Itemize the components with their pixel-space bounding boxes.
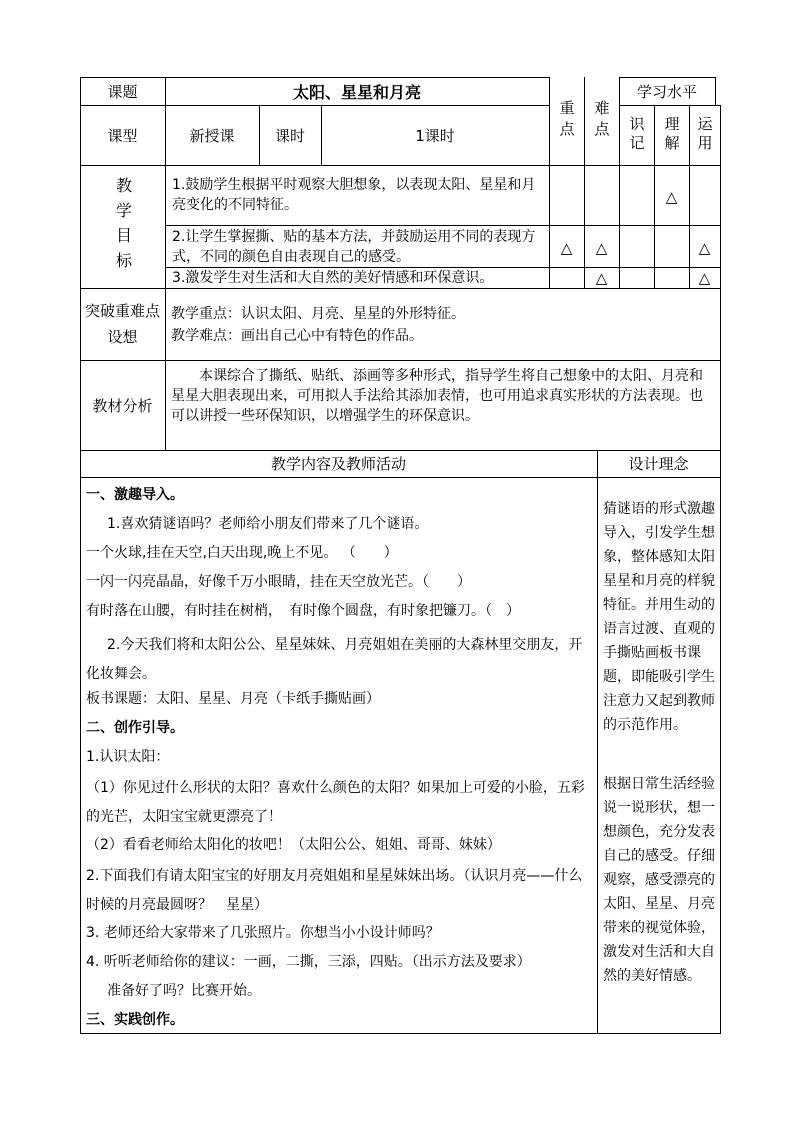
- step-4b: 准备好了吗？比赛开始。: [107, 983, 261, 999]
- objective-3: 3.激发学生对生活和大自然的美好情感和环保意识。: [172, 270, 494, 286]
- learning-level-label: 学习水平: [636, 82, 697, 101]
- analysis-text: 本课综合了撕纸、贴纸、添画等多种形式，指导学生将自己想象中的太阳、月亮和星星大胆表现出来，可用拟人手法给其添加表情，也可用追求真实形状的方法表现。也可以讲授一些环保知识，以增强学生的环保意识。: [171, 368, 703, 424]
- mark-key-2: △: [560, 239, 573, 257]
- table-border: [715, 77, 716, 105]
- table-border: [80, 360, 720, 361]
- step-1b: （2）看看老师给太阳化的妆吧！（太阳公公、姐姐、哥哥、妹妹）: [86, 837, 501, 853]
- table-border: [80, 477, 720, 478]
- objective-1: 1.鼓励学生根据平时观察大胆想象，以表现太阳、星星和月亮变化的不同特征。: [172, 177, 536, 213]
- mark-apply-2: △: [698, 239, 711, 257]
- riddle-1: 一个火球,挂在天空,白天出现,晚上不见。 （ ）: [86, 545, 398, 561]
- concept-2: 根据日常生活经验说一说形状，想一想颜色，充分发表自己的感受。仔细观察，感受漂亮的太阳、星星、月亮带来的视觉体验，激发对生活和大自然的美好情感。: [603, 776, 715, 984]
- analysis-label: 教材分析: [92, 396, 153, 415]
- step-4: 4. 听听老师给你的建议：一画，二撕，三添，四贴。（出示方法及要求）: [86, 954, 531, 970]
- concept-1: 猜谜语的形式激趣导入，引发学生想象，整体感知太阳星星和月亮的样貌特征。并用生动的语言过渡、直观的手撕贴画板书课题，即能吸引学生注意力又起到教师的示范作用。: [603, 501, 715, 733]
- objectives-label: 教学目标: [113, 176, 133, 277]
- subject-title: 太阳、星星和月亮: [292, 82, 421, 102]
- table-border: [80, 165, 720, 166]
- table-border: [80, 1033, 720, 1034]
- riddle-2: 一闪一闪亮晶晶，好像千万小眼睛，挂在天空放光芒。（ ）: [86, 574, 471, 590]
- lesson-type-label: 课型: [107, 126, 138, 145]
- key-point-label: 重点: [557, 100, 576, 142]
- concept-header: 设计理念: [628, 455, 689, 473]
- table-border: [165, 267, 720, 268]
- activity-p1: 1.喜欢猜谜语吗？老师给小朋友们带来了几个谜语。: [107, 516, 429, 532]
- breakthrough-label: 突破重难点设想: [84, 302, 160, 346]
- section-1-title: 一、激趣导入。: [86, 487, 184, 503]
- level-know-label: 识记: [627, 116, 646, 154]
- level-understand-label: 理解: [662, 116, 681, 154]
- section-2-title: 二、创作引导。: [86, 720, 184, 736]
- section-3-title: 三、实践创作。: [86, 1012, 184, 1028]
- mark-understand-1: △: [665, 188, 678, 206]
- table-border: [720, 105, 721, 1034]
- riddle-3: 有时落在山腰，有时挂在树梢， 有时像个圆盘，有时象把镰刀。（ ）: [86, 603, 520, 619]
- level-apply-label: 运用: [695, 116, 714, 154]
- hours-value: 1课时: [415, 126, 455, 145]
- mark-difficulty-2: △: [595, 239, 608, 257]
- step-1a: （1）你见过什么形状的太阳？喜欢什么颜色的太阳？如果加上可爱的小脸，五彩的光芒，太阳宝宝就更漂亮了！: [86, 780, 585, 825]
- mark-apply-3: △: [698, 268, 711, 287]
- hours-label: 课时: [274, 126, 305, 145]
- board-title: 板书课题：太阳、星星、月亮（卡纸手撕贴画）: [86, 691, 380, 707]
- objective-2: 2.让学生掌握撕、贴的基本方法，并鼓励运用不同的表现方式，不同的颜色自由表现自己的感受。: [172, 229, 536, 265]
- table-border: [165, 225, 720, 226]
- activity-header: 教学内容及教师活动: [270, 455, 406, 473]
- table-border: [80, 288, 720, 289]
- subject-label: 课题: [107, 82, 138, 101]
- key-point-text: 教学重点：认识太阳、月亮、星星的外形特征。: [171, 306, 465, 322]
- table-border: [597, 450, 598, 1034]
- difficulty-label: 难点: [592, 100, 611, 142]
- step-1: 1.认识太阳：: [86, 749, 170, 765]
- mark-difficulty-3: △: [595, 268, 608, 287]
- step-2: 2.下面我们有请太阳宝宝的好朋友月亮姐姐和星星妹妹出场。（认识月亮——什么时候的月亮最圆呀？ 星星）: [86, 868, 583, 913]
- difficult-point-text: 教学难点：画出自己心中有特色的作品。: [171, 328, 423, 344]
- lesson-type-value: 新授课: [189, 126, 235, 145]
- step-3: 3. 老师还给大家带来了几张照片。你想当小小设计师吗？: [86, 925, 440, 941]
- activity-p2: 2.今天我们将和太阳公公、星星妹妹、月亮姐姐在美丽的大森林里交朋友，开化妆舞会。: [86, 637, 583, 682]
